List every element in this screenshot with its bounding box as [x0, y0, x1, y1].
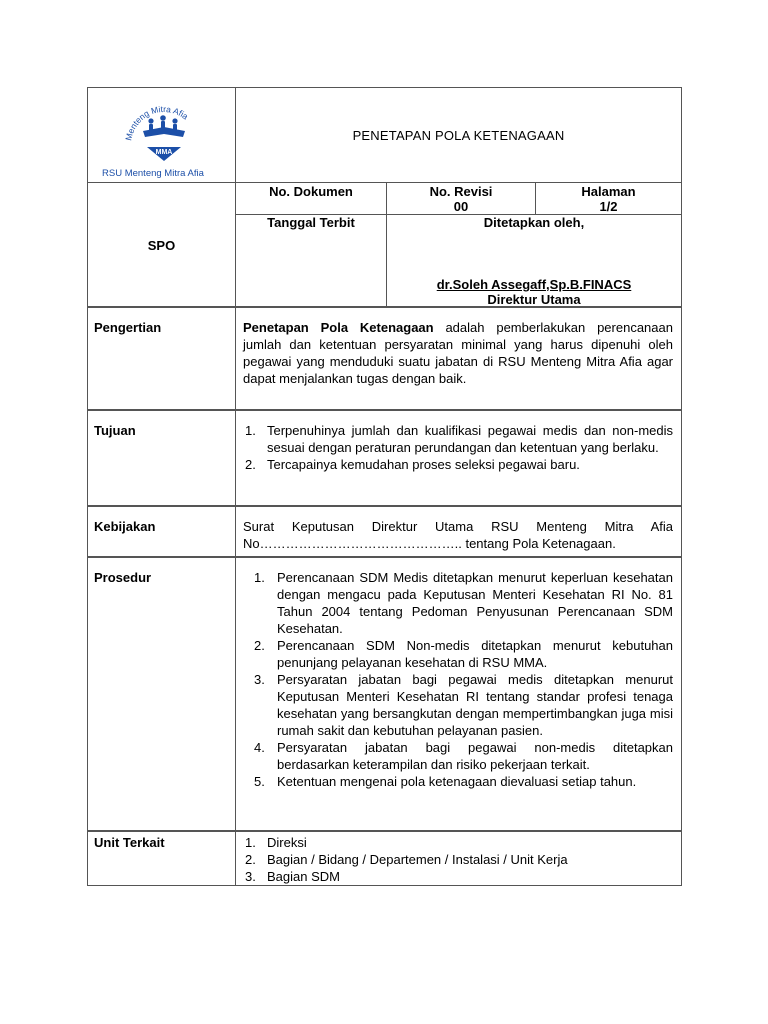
list-item: 2. Perencanaan SDM Non-medis ditetapkan menurut kebutuhan penunjang pelayanan kesehatan di RSU MMA.: [254, 638, 673, 670]
prosedur-value: [236, 557, 682, 832]
unit-terkait-label: Unit Terkait: [88, 831, 236, 886]
pengertian-term: Penetapan Pola Ketenagaan: [243, 320, 434, 335]
unit-terkait-value: [236, 831, 682, 886]
tujuan-row: [87, 409, 682, 507]
prosedur-row: [87, 556, 682, 832]
halaman-cell: [536, 183, 682, 215]
signer-title: Direktur Utama: [487, 292, 581, 307]
signer-name: dr.Soleh Assegaff,Sp.B.FINACS: [436, 277, 632, 292]
document-title: PENETAPAN POLA KETENAGAAN: [236, 88, 682, 183]
logo-badge-text: MMA: [155, 149, 173, 156]
logo-cell: [88, 88, 236, 183]
list-item: 2. Tercapainya kemudahan proses seleksi pegawai baru.: [245, 457, 580, 472]
kebijakan-label: Kebijakan: [88, 506, 236, 558]
list-item: 5. Ketentuan mengenai pola ketenagaan dievaluasi setiap tahun.: [254, 774, 637, 789]
prosedur-label: Prosedur: [88, 557, 236, 832]
no-revisi-label: No. Revisi: [429, 184, 493, 199]
ditetapkan-label: Ditetapkan oleh,: [483, 215, 585, 230]
header-table: [87, 87, 682, 308]
pengertian-label: Pengertian: [88, 307, 236, 411]
prosedur-list: [243, 569, 673, 790]
list-item: 1. Terpenuhinya jumlah dan kualifikasi pegawai medis dan non-medis sesuai dengan peraturan perundangan dan ketentuan yang berlaku.: [245, 423, 673, 455]
logo-caption: RSU Menteng Mitra Afia: [102, 168, 204, 179]
kebijakan-row: [87, 505, 682, 558]
unit-terkait-list: [243, 834, 673, 885]
kebijakan-value: Surat Keputusan Direktur Utama RSU Menteng Mitra Afia No……………………………………….. tentang Pola Ketenagaan.: [236, 506, 682, 558]
halaman-value: 1/2: [599, 199, 618, 214]
list-item: 4. Persyaratan jabatan bagi pegawai non-medis ditetapkan berdasarkan keterampilan dan risiko pekerjaan terkait.: [254, 740, 673, 772]
list-item: 3. Persyaratan jabatan bagi pegawai medis ditetapkan menurut Keputusan Menteri Kesehatan RI tentang standar profesi tenaga kesehatan yang bersangkutan dengan mempertimbangkan juga misi rumah sakit dan kebutuhan pelayanan pasien.: [254, 672, 673, 738]
no-dokumen-label: No. Dokumen: [236, 183, 387, 215]
no-revisi-value: 00: [453, 199, 469, 214]
no-revisi-cell: [387, 183, 536, 215]
hospital-logo: [119, 101, 209, 165]
logo-arc-text: Menteng Mitra Afia: [123, 103, 191, 142]
tujuan-value: [236, 410, 682, 507]
unit-terkait-row: [87, 830, 682, 886]
ditetapkan-cell: [387, 215, 682, 308]
pengertian-row: [87, 306, 682, 411]
tujuan-list: [243, 422, 673, 473]
pengertian-text: adalah pemberlakukan perencanaan jumlah dan ketentuan persyaratan minimal yang harus dipenuhi oleh pegawai yang menduduki suatu jabatan di RSU Menteng Mitra Afia agar dapat menjalankan tugas dengan baik.: [243, 320, 673, 386]
list-item: 1. Direksi: [245, 835, 307, 850]
halaman-label: Halaman: [581, 184, 636, 199]
list-item: 1. Perencanaan SDM Medis ditetapkan menurut keperluan kesehatan dengan mengacu pada Keputusan Menteri Kesehatan RI No. 81 Tahun 2004 tentang Pedoman Penyusunan Perencanaan SDM Kesehatan.: [254, 570, 673, 636]
tujuan-label: Tujuan: [88, 410, 236, 507]
pengertian-value: [236, 307, 682, 411]
list-item: 2. Bagian / Bidang / Departemen / Instalasi / Unit Kerja: [245, 852, 568, 867]
spo-label: SPO: [88, 183, 236, 308]
list-item: 3. Bagian SDM: [245, 869, 340, 884]
tanggal-terbit-label: Tanggal Terbit: [236, 215, 387, 308]
